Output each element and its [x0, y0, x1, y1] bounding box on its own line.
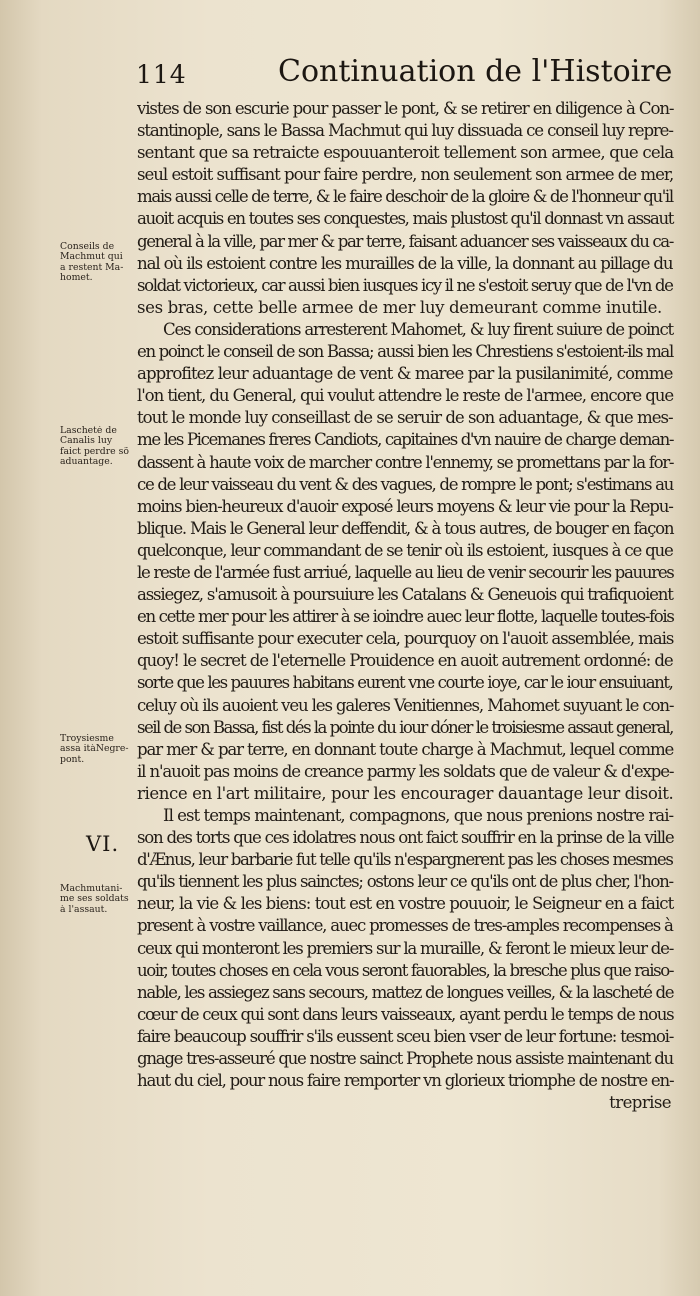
text-line: rience en l'art militaire, pour les encourager dauantage leur disoit. [137, 783, 674, 803]
margin-note-line: a restent Ma- [60, 262, 124, 273]
text-line: le reste de l'armée fust arriué, laquelle au lieu de venir secourir les pauures [137, 562, 674, 582]
text-line: estoit suffisante pour executer cela, pourquoy on l'auoit assemblée, mais [137, 629, 674, 649]
margin-note-line: pont. [60, 754, 85, 765]
text-line: ceux qui monteront les premiers sur la muraille, & feront le mieux leur de- [137, 938, 674, 958]
text-line: vistes de son escurie pour passer le pont, & se retirer en diligence à Con- [137, 99, 674, 118]
text-line: mais aussi celle de terre, & le faire deschoir de la gloire & de l'honneur qu'il [137, 187, 673, 207]
text-line: uoir, toutes choses en cela vous seront fauorables, la bresche plus que raiso- [137, 960, 674, 980]
margin-note-line: assa itàNegre- [60, 744, 129, 755]
margin-note-line: Conseils de [60, 242, 115, 252]
margin-note-line: Canalis luy [60, 436, 113, 447]
text-line: ses bras, cette belle armee de mer luy demeurant comme inutile. [137, 297, 662, 317]
text-line: quelconque, leur commandant de se tenir où ils estoient, iusques à ce que [137, 540, 673, 560]
margin-note-line: Machmut qui [60, 252, 123, 263]
text-line: Il est temps maintenant, compagnons, que nous prenions nostre rai- [163, 806, 674, 825]
text-line: il n'auoit pas moins de creance parmy les soldats que de valeur & d'expe- [137, 761, 674, 781]
page-number: 114 [136, 60, 187, 89]
text-line: quoy! le secret de l'eternelle Prouidence en auoit autrement ordonné: de [137, 651, 673, 671]
text-line: seul estoit suffisant pour faire perdre, non seulement son armee de mer, [137, 165, 674, 185]
text-line: dassent à haute voix de marcher contre l'ennemy, se promettans par la for- [137, 452, 674, 472]
margin-note-line: me ses soldats [60, 894, 129, 905]
text-line: auoit acquis en toutes ses conquestes, mais plustost qu'il donnast vn assaut [137, 209, 674, 229]
text-line: treprise [609, 1093, 671, 1113]
text-line: present à vostre vaillance, auec promesses de tres-amples recompenses à [137, 916, 673, 936]
text-line: tout le monde luy conseillast de se seruir de son aduantage, & que mes- [137, 408, 673, 428]
text-line: stantinople, sans le Bassa Machmut qui luy dissuada ce conseil luy repre- [137, 121, 673, 141]
margin-note-line: aduantage. [60, 457, 113, 468]
margin-note-troysiesme [60, 734, 138, 765]
text-line: blique. Mais le General leur deffendit, & à tous autres, de bouger en façon [137, 518, 674, 538]
text-line: qu'ils tiennent les plus sainctes; ostons leur ce qu'ils ont de plus cher, l'hon- [137, 872, 673, 892]
text-line: sorte que les pauures habitans eurent vne courte ioye, car le iour ensuiuant, [137, 673, 673, 693]
text-line: l'on tient, du General, qui voulut attendre le reste de l'armee, encore que [137, 386, 674, 406]
text-line: ce de leur vaisseau du vent & des vagues, de rompre le pont; s'estimans au [137, 474, 673, 494]
text-line: soldat victorieux, car aussi bien iusques icy il ne s'estoit seruy que de l'vn de [137, 275, 673, 295]
margin-note-line: à l'assaut. [60, 904, 108, 915]
margin-note-line: Troysiesme [60, 734, 114, 744]
text-line: seil de son Bassa, fist dés la pointe du iour dóner le troisiesme assaut general, [137, 717, 673, 737]
text-line: son des torts que ces idolatres nous ont faict souffrir en la prinse de la ville [137, 828, 674, 848]
text-line: approfitez leur aduantage de vent & maree par la pusilanimité, comme [137, 364, 673, 384]
body-text [137, 98, 675, 1114]
text-line: celuy où ils auoient veu les galeres Venitiennes, Mahomet suyuant le con- [137, 695, 674, 715]
text-line: gnage tres-asseuré que nostre sainct Prophete nous assiste maintenant du [137, 1049, 673, 1069]
margin-note-conseils [60, 242, 138, 284]
text-line: neur, la vie & les biens: tout est en vostre pouuoir, le Seigneur en a faict [137, 894, 674, 914]
text-line: Ces considerations arresterent Mahomet, & luy firent suiure de poinct [163, 319, 673, 339]
text-line: assiegez, s'amusoit à poursuiure les Catalans & Geneuois qui trafiquoient [137, 585, 673, 605]
text-line: me les Picemanes freres Candiots, capitaines d'vn nauire de charge deman- [137, 430, 674, 450]
text-line: cœur de ceux qui sont dans leurs vaisseaux, ayant perdu le temps de nous [137, 1004, 674, 1024]
margin-note-machmut [60, 884, 138, 915]
text-line: sentant que sa retraicte espouuanteroit tellement son armee, que cela [137, 143, 674, 163]
text-line: haut du ciel, pour nous faire remporter vn glorieux triomphe de nostre en- [137, 1071, 674, 1091]
text-line: d'Ænus, leur barbarie fut telle qu'ils n'espargnerent pas les choses mesmes [137, 850, 673, 870]
margin-note-line: Machmutani- [60, 884, 123, 894]
margin-note-line: homet. [60, 273, 93, 284]
text-line: en poinct le conseil de son Bassa; aussi bien les Chrestiens s'estoient-ils mal [137, 342, 673, 362]
margin-note-line: Lascheté de [60, 426, 117, 436]
text-line: general à la ville, par mer & par terre, faisant aduancer ses vaisseaux du ca- [137, 231, 673, 251]
text-line: moins bien-heureux d'auoir exposé leurs moyens & leur vie pour la Repu- [137, 496, 673, 516]
text-line: en cette mer pour les attirer à se ioindre auec leur flotte, laquelle toutes-fois [137, 607, 674, 627]
text-line: par mer & par terre, en donnant toute charge à Machmut, lequel comme [137, 739, 674, 759]
running-title: Continuation de l'Histoire [278, 54, 673, 89]
margin-note-line: faict perdre sõ [60, 446, 129, 457]
section-number: VI. [86, 832, 120, 856]
text-line: faire beaucoup souffrir s'ils eussent sceu bien vser de leur fortune: tesmoi- [137, 1026, 674, 1046]
text-line: nable, les assiegez sans secours, mattez de longues veilles, & la lascheté de [137, 982, 674, 1002]
margin-note-laschete [60, 426, 138, 468]
text-line: nal où ils estoient contre les murailles de la ville, la donnant au pillage du [137, 253, 673, 273]
page-header [128, 52, 673, 96]
